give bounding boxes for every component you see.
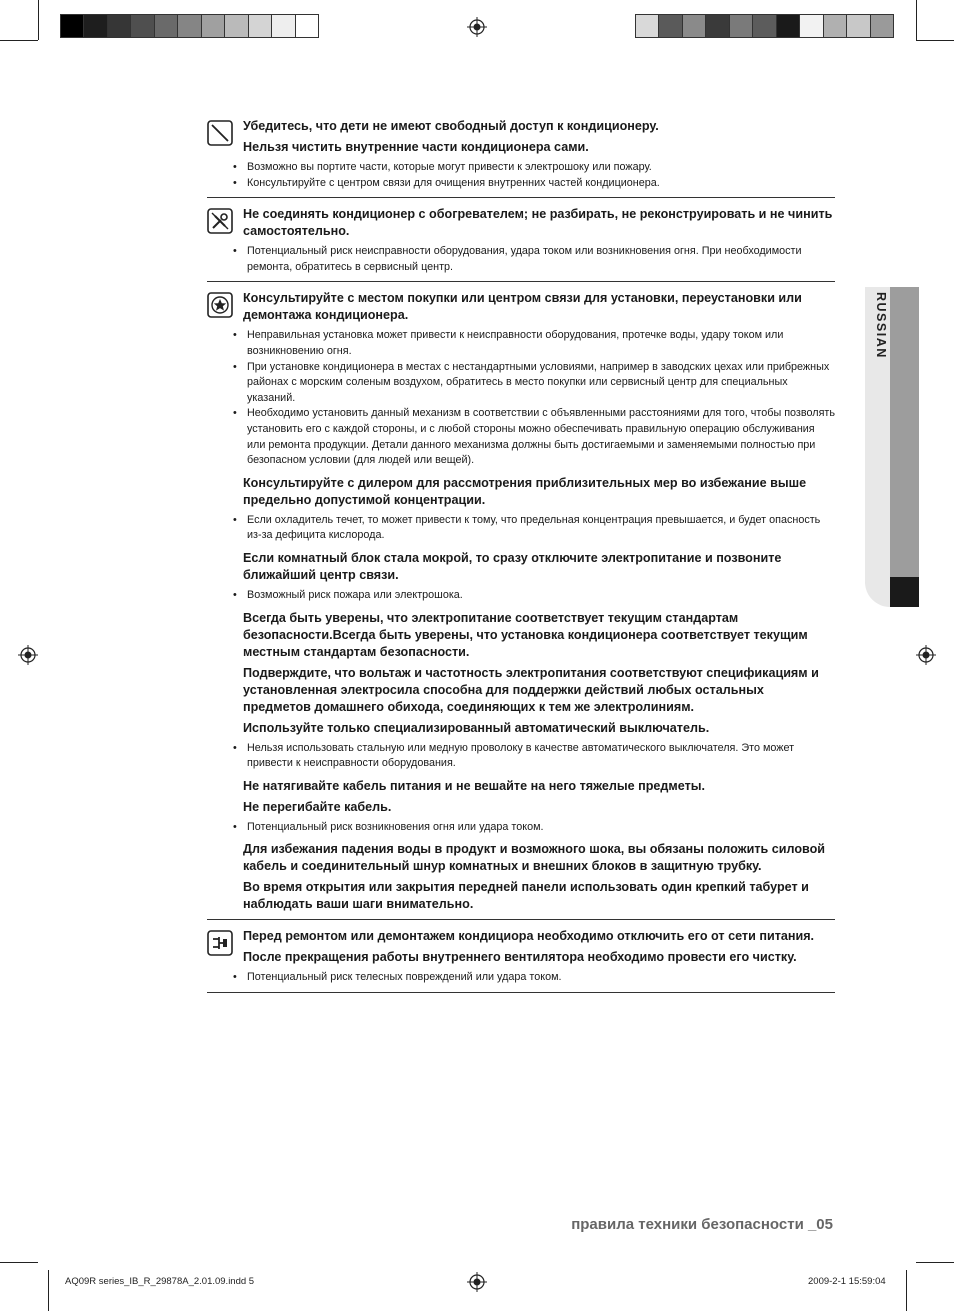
safety-section — [207, 206, 835, 275]
section-divider — [207, 197, 835, 198]
crop-mark — [48, 1270, 49, 1311]
bullet-item: • Потенциальный риск возникновения огня или удара током. — [240, 820, 835, 836]
safety-section — [207, 290, 835, 913]
unplug-icon — [207, 930, 233, 956]
registration-mark-icon — [18, 645, 38, 665]
bullet-item: • Необходимо установить данный механизм в соответствии с объявленными расстояниями для того, чтобы позволять установить его с каждой стороны, и с любой стороны можно обеспечивать правильную операцию обслуживания или ремонта продукции. Детали данного механизма должны быть достигаемыми и заменяемыми полностью при безопасном условии (для людей или вещей). — [240, 406, 835, 468]
color-swatch — [847, 15, 870, 37]
color-swatch — [659, 15, 682, 37]
color-swatch — [730, 15, 753, 37]
page-footer-title: правила техники безопасности _05 — [571, 1216, 833, 1233]
no-touch-icon — [207, 120, 233, 146]
color-swatch — [683, 15, 706, 37]
safety-section — [207, 928, 835, 986]
bullet-list — [243, 328, 835, 468]
safety-heading: Всегда быть уверены, что электропитание соответствует текущим стандартам безопасности.Всегда быть уверены, что установка кондиционера соответствует текущим местным стандартам безопасности. — [243, 610, 808, 659]
color-swatch — [202, 15, 225, 37]
color-swatch — [178, 15, 201, 37]
section-divider — [207, 992, 835, 993]
bullet-item: • Консультируйте с центром связи для очищения внутренних частей кондиционера. — [240, 176, 835, 192]
bullet-item: • При установке кондиционера в местах с нестандартными условиями, например в заводских цехах или прибрежных районах с морским соленым воздухом, обратитесь в место покупки или сервисный центр для специальных указаний. — [240, 360, 835, 407]
color-swatch — [636, 15, 659, 37]
color-swatch — [155, 15, 178, 37]
bullet-item: • Потенциальный риск неисправности оборудования, удара током или возникновения огня. При необходимости ремонта, обратитесь в сервисный центр. — [240, 244, 835, 275]
bullet-item: • Неправильная установка может привести к неисправности оборудования, протечке воды, удару током или возникновению огня. — [240, 328, 835, 359]
bullet-item: • Если охладитель течет, то может привести к тому, что предельная концентрация превышается, и будет опасность из-за дефицита кислорода. — [240, 513, 835, 544]
bullet-item: • Нельзя использовать стальную или медную проволоку в качестве автоматического выключателя. Это может привести к неисправности оборудования. — [240, 741, 835, 772]
registration-mark-icon — [467, 1272, 487, 1292]
safety-heading: Подверждите, что вольтаж и частотность электропитания соответствуют спецификациям и установленная электросила способна для поддержки действий любых остальных предметов домашнего обихода, соединяющих к тем же электролиниям. — [243, 665, 819, 714]
color-swatch — [272, 15, 295, 37]
safety-heading: Для избежания падения воды в продукт и возможного шока, вы обязаны положить силовой кабель и соединительный шнур комнатных и внешних блоков в защитную трубку. — [243, 842, 826, 874]
color-swatch — [296, 15, 318, 37]
color-calibration-bar-left — [60, 14, 319, 38]
bullet-item: • Возможно вы портите части, которые могут привести к электрошоку или пожару. — [240, 160, 835, 176]
color-swatch — [800, 15, 823, 37]
safety-heading: Консультируйте с дилером для рассмотрения приблизительных мер во избежание выше предельно допустимой концентрации. — [243, 475, 807, 507]
section-divider — [207, 281, 835, 282]
important-star-icon — [207, 292, 233, 318]
crop-mark — [916, 40, 954, 41]
safety-heading: Консультируйте с местом покупки или центром связи для установки, переустановки или демонтажа кондиционера. — [243, 291, 802, 323]
bullet-list — [243, 970, 835, 986]
safety-heading: Нельзя чистить внутренние части кондиционера сами. — [243, 140, 589, 154]
safety-heading: Перед ремонтом или демонтажем кондициора необходимо отключить его от сети питания. — [243, 929, 815, 944]
bullet-list — [243, 513, 835, 544]
color-swatch — [753, 15, 776, 37]
language-tab-marker — [890, 577, 919, 607]
file-info: AQ09R series_IB_R_29878A_2.01.09.indd 5 — [65, 1276, 255, 1287]
crop-mark — [916, 1262, 954, 1263]
print-timestamp: 2009-2-1 15:59:04 — [808, 1276, 886, 1287]
bullet-list — [243, 820, 835, 836]
section-divider — [207, 919, 835, 920]
registration-mark-icon — [467, 17, 487, 37]
safety-heading: Если комнатный блок стала мокрой, то сразу отключите электропитание и позвоните ближайший центр связи. — [243, 550, 782, 582]
color-swatch — [871, 15, 893, 37]
bullet-list — [243, 741, 835, 772]
safety-section — [207, 118, 835, 191]
safety-heading: Во время открытия или закрытия передней панели использовать один крепкий табурет и наблюдать ваши шаги внимательно. — [243, 880, 809, 912]
color-calibration-bar-right — [635, 14, 894, 38]
color-swatch — [61, 15, 84, 37]
color-swatch — [824, 15, 847, 37]
crop-mark — [916, 0, 917, 40]
color-swatch — [131, 15, 154, 37]
safety-heading: Не перегибайте кабель. — [243, 799, 392, 814]
safety-content — [207, 118, 835, 1001]
safety-heading: Не натягивайте кабель питания и не вешайте на него тяжелые предметы. — [243, 778, 706, 793]
crop-mark — [906, 1270, 907, 1311]
color-swatch — [225, 15, 248, 37]
safety-heading: Не соединять кондиционер с обогревателем; не разбирать, не реконструировать и не чинить самостоятельно. — [243, 207, 833, 239]
safety-heading: Используйте только специализированный автоматический выключатель. — [243, 720, 710, 735]
bullet-list — [243, 588, 835, 604]
registration-mark-icon — [916, 645, 936, 665]
color-swatch — [249, 15, 272, 37]
color-swatch — [108, 15, 131, 37]
bullet-item: • Потенциальный риск телесных повреждений или удара током. — [240, 970, 835, 986]
crop-mark — [0, 1262, 38, 1263]
color-swatch — [84, 15, 107, 37]
crop-mark — [0, 40, 38, 41]
safety-heading: Убедитесь, что дети не имеют свободный доступ к кондиционеру. — [243, 119, 659, 133]
bullet-list — [243, 244, 835, 275]
language-tab-label: RUSSIAN — [874, 292, 888, 359]
color-swatch — [706, 15, 729, 37]
bullet-list — [243, 160, 835, 191]
crop-mark — [38, 0, 39, 40]
color-swatch — [777, 15, 800, 37]
safety-heading: После прекращения работы внутреннего вентилятора необходимо провести его чистку. — [243, 950, 797, 965]
bullet-item: • Возможный риск пожара или электрошока. — [240, 588, 835, 604]
no-disassemble-icon — [207, 208, 233, 234]
